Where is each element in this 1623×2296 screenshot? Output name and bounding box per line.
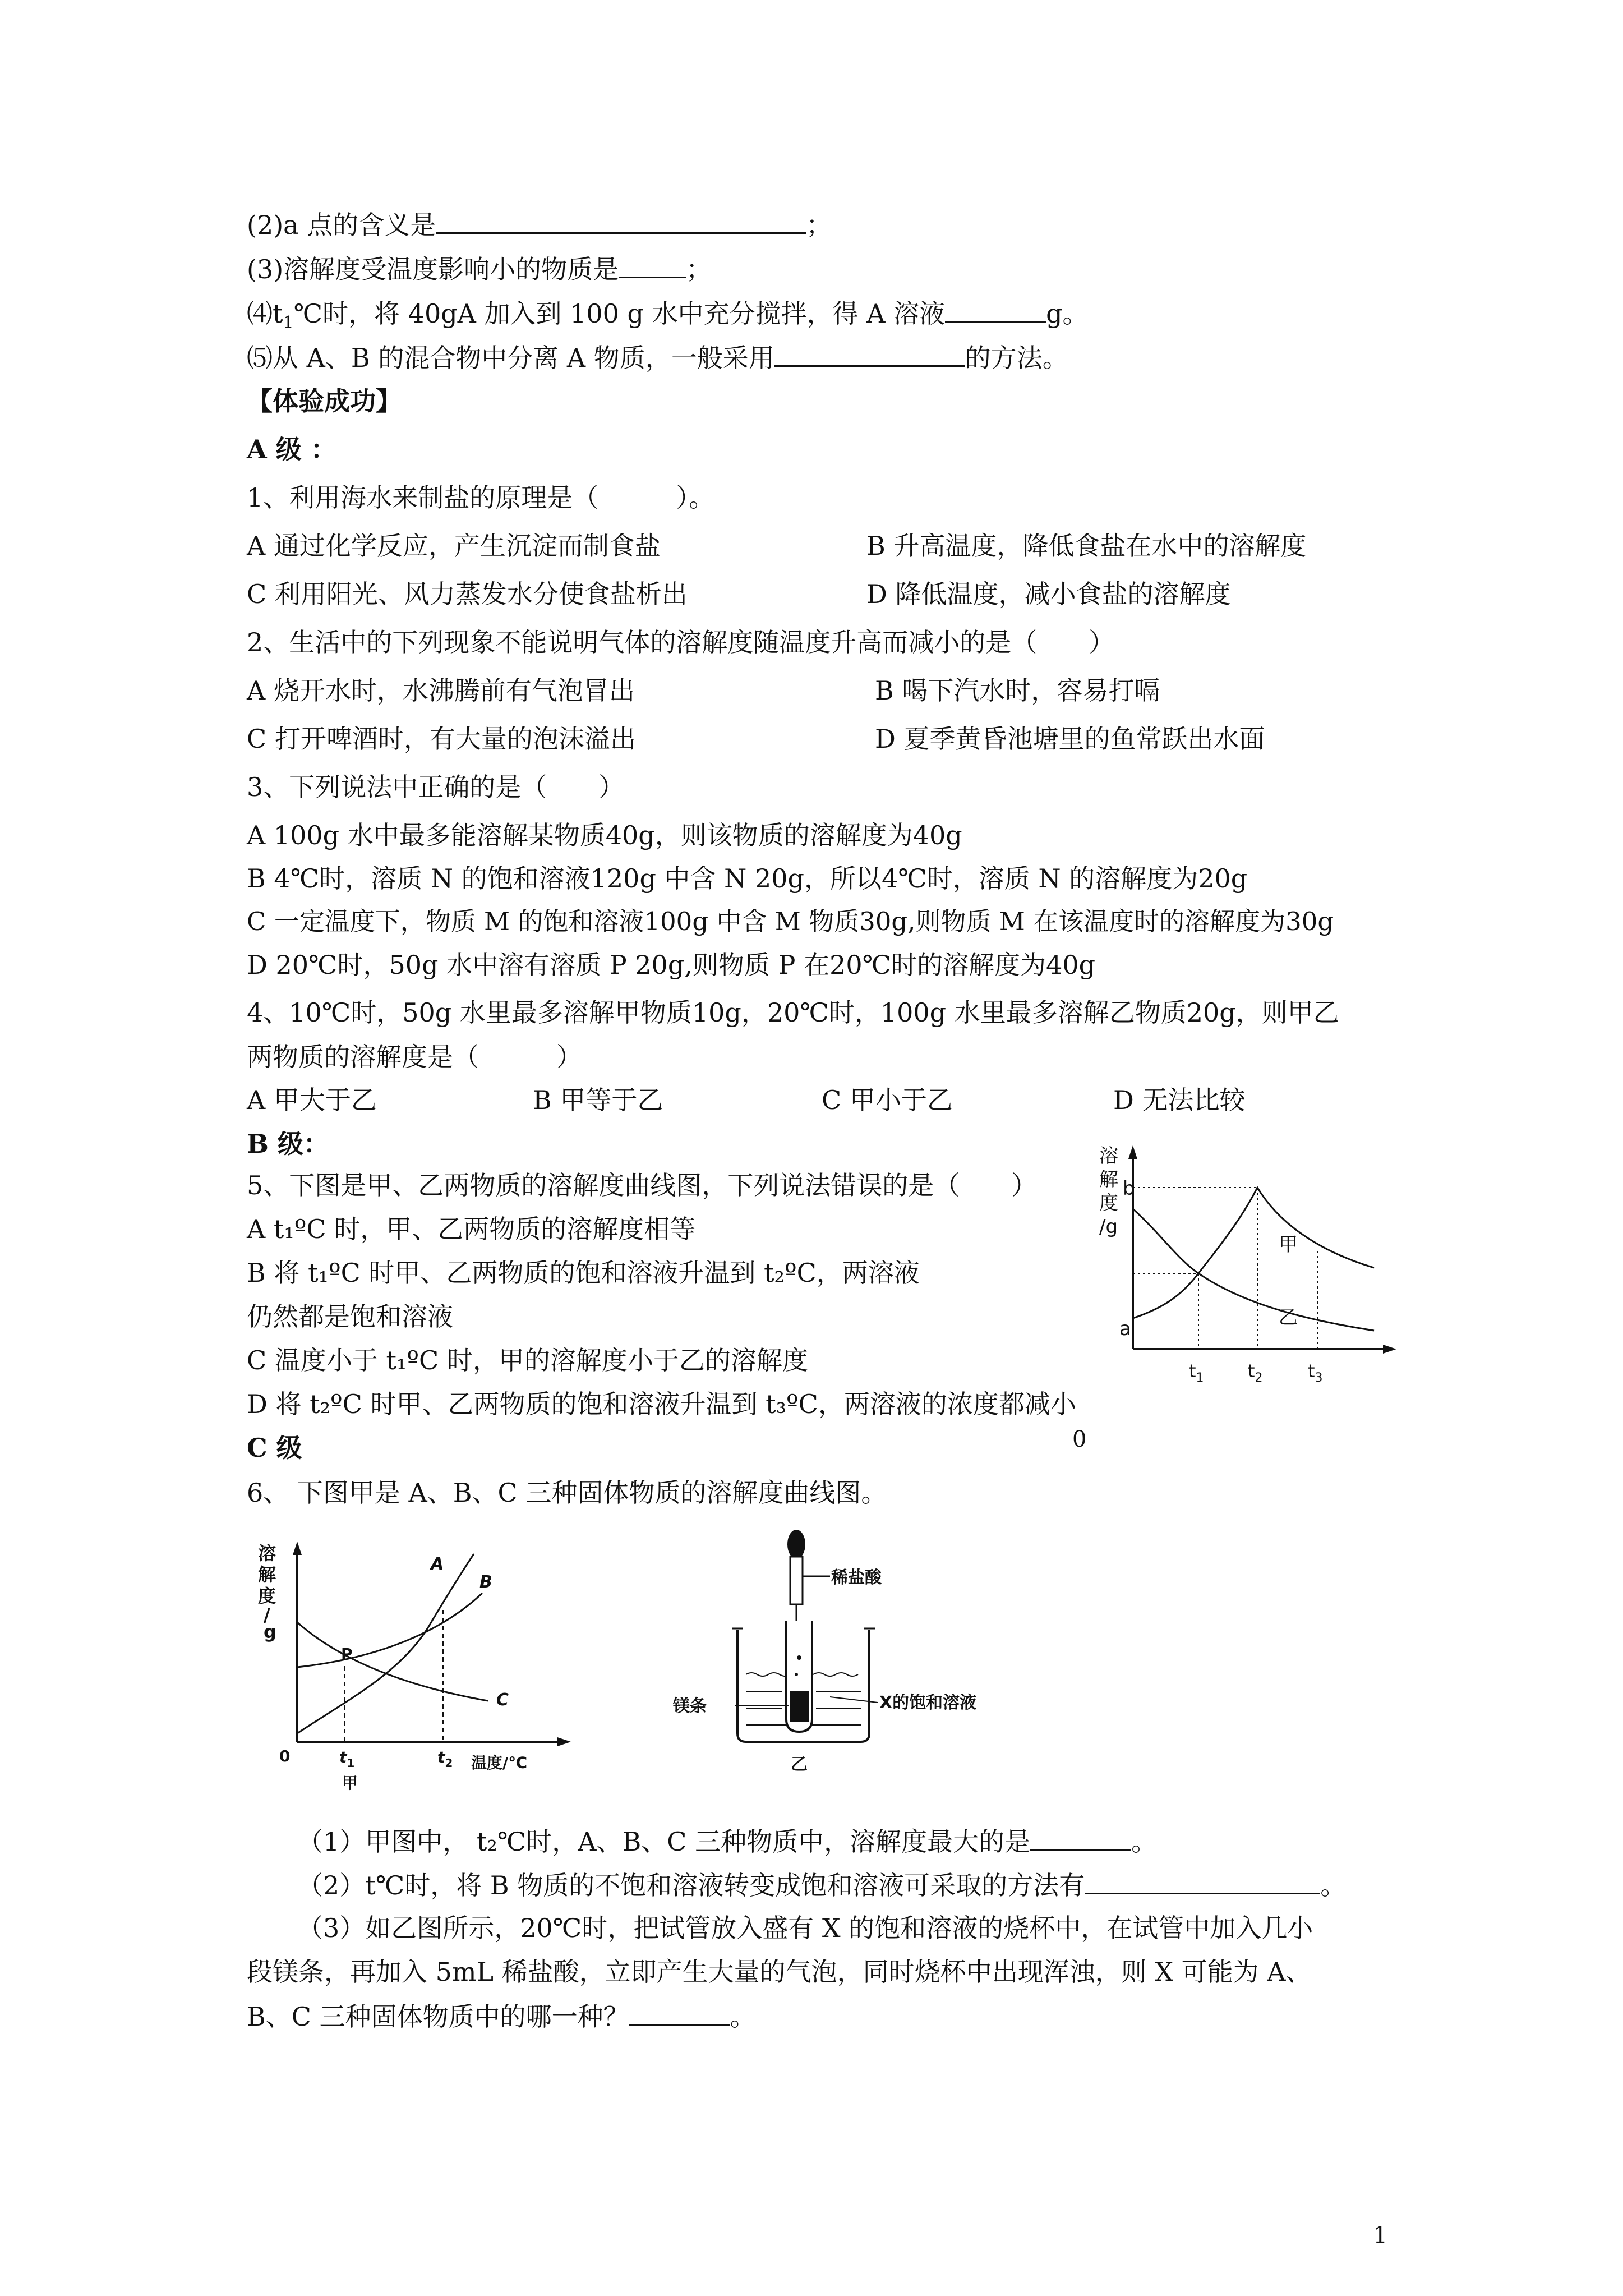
point-p-label: P — [341, 1645, 353, 1663]
answer-blank[interactable] — [436, 206, 806, 234]
question-text: B、C 三种固体物质中的哪一种？ — [247, 2001, 629, 2032]
x-axis-arrow — [1383, 1345, 1396, 1354]
option-b: B 4℃时，溶质 N 的饱和溶液120g 中含 N 20g，所以4℃时，溶质 N 的溶解度为20g — [247, 863, 1248, 894]
question-5: 5、下图是甲、乙两物质的溶解度曲线图，下列说法错误的是（ ） — [247, 1170, 1038, 1200]
curve-jia — [1133, 1188, 1374, 1318]
line-tail: 0 — [1072, 1427, 1087, 1452]
y-label: 解 — [1099, 1168, 1118, 1191]
tick-t3: $t_3$ — [1308, 1360, 1323, 1385]
answer-blank[interactable] — [629, 1998, 730, 2026]
question-6-3-end — [247, 1998, 756, 2034]
question-6: 6、 下图甲是 A、B、C 三种固体物质的溶解度曲线图。 — [247, 1478, 887, 1508]
option-c: C 一定温度下，物质 M 的饱和溶液100g 中含 M 物质30g,则物质 M 在该温度时的溶解度为30g — [247, 907, 1334, 936]
punct: 的方法。 — [965, 343, 1068, 373]
option-d: D 无法比较 — [1113, 1085, 1246, 1115]
question-2-line — [247, 206, 832, 242]
x-axis-arrow — [557, 1737, 571, 1746]
leader-line — [830, 1697, 878, 1703]
question-2: 2、生活中的下列现象不能说明气体的溶解度随温度升高而减小的是（ ） — [247, 627, 1115, 657]
level-b-heading: B 级： — [247, 1129, 329, 1159]
option-a: A 烧开水时，水沸腾前有气泡冒出 — [247, 675, 635, 706]
figure-caption: 甲 — [342, 1774, 358, 1792]
question-6-3: （3）如乙图所示，20℃时，把试管放入盛有 X 的饱和溶液的烧杯中，在试管中加入几小 — [297, 1913, 1313, 1943]
question-3-line — [247, 251, 712, 287]
solution-label: X的饱和溶液 — [879, 1693, 977, 1713]
option-a: A t₁ºC 时，甲、乙两物质的溶解度相等 — [247, 1214, 696, 1244]
question-text: (3)溶解度受温度影响小的物质是 — [247, 254, 619, 284]
y-label: 度 — [258, 1585, 276, 1607]
answer-blank[interactable] — [1030, 1823, 1131, 1851]
punct: 。 — [1131, 1826, 1158, 1857]
question-6-1 — [297, 1823, 1157, 1859]
punct: 。 — [730, 2001, 756, 2032]
curve-jia-label: 甲 — [1279, 1234, 1298, 1256]
dropper-bulb — [787, 1530, 805, 1559]
option-c: C 利用阳光、风力蒸发水分使食盐析出 — [247, 579, 688, 609]
tick-t2: $t_2$ — [437, 1748, 453, 1770]
solubility-chart-q6 — [247, 1537, 594, 1801]
solubility-chart-q5 — [1099, 1139, 1413, 1419]
option-b: B 将 t₁ºC 时甲、乙两物质的饱和溶液升温到 t₂ºC，两溶液 — [247, 1258, 920, 1288]
figure-caption: 乙 — [791, 1755, 808, 1774]
question-text: (2)a 点的含义是 — [247, 210, 436, 240]
y-axis-arrow — [1128, 1145, 1137, 1159]
curve-c-label: C — [496, 1690, 509, 1710]
answer-blank[interactable] — [774, 339, 965, 367]
option-b: B 甲等于乙 — [533, 1085, 663, 1115]
option-d: D 20℃时，50g 水中溶有溶质 P 20g,则物质 P 在20℃时的溶解度为40g — [247, 950, 1096, 980]
question-1: 1、利用海水来制盐的原理是（ ）。 — [247, 482, 715, 513]
punct: 。 — [1320, 1870, 1347, 1901]
section-title: 【体验成功】 — [247, 386, 402, 416]
y-label: 溶 — [1099, 1145, 1118, 1167]
question-6-2 — [297, 1867, 1346, 1903]
punct: ； — [806, 210, 832, 240]
question-text: （1）甲图中， t₂℃时，A、B、C 三种物质中，溶解度最大的是 — [297, 1826, 1031, 1857]
dropper-tube — [790, 1557, 803, 1604]
acid-label: 稀盐酸 — [831, 1568, 882, 1588]
y-label: g — [264, 1621, 276, 1642]
punct: g。 — [1046, 298, 1089, 329]
point-a-label: a — [1119, 1318, 1131, 1340]
question-4-line — [247, 295, 1089, 341]
point-b-label: b — [1123, 1177, 1135, 1200]
curve-c — [297, 1622, 488, 1701]
origin-label: 0 — [279, 1747, 291, 1765]
option-b: B 喝下汽水时，容易打嗝 — [875, 675, 1160, 706]
question-5-line — [247, 339, 1068, 375]
question-4: 4、10℃时，50g 水里最多溶解甲物质10g，20℃时，100g 水里最多溶解乙物质20g，则甲乙 — [247, 997, 1339, 1028]
option-d: D 夏季黄昏池塘里的鱼常跃出水面 — [875, 724, 1265, 754]
tick-t2: $t_2$ — [1248, 1360, 1263, 1385]
y-label: 解 — [258, 1564, 276, 1585]
question-3: 3、下列说法中正确的是（ ） — [247, 772, 625, 802]
punct: ； — [686, 254, 712, 284]
option-d: D 降低温度，减小食盐的溶解度 — [866, 579, 1231, 609]
question-text: （2）t℃时，将 B 物质的不饱和溶液转变成饱和溶液可采取的方法有 — [297, 1870, 1085, 1901]
tick-t1: $t_1$ — [339, 1748, 355, 1770]
curve-yi-label: 乙 — [1279, 1306, 1298, 1329]
option-a: A 100g 水中最多能溶解某物质40g，则该物质的溶解度为40g — [247, 820, 962, 850]
option-c: C 温度小于 t₁ºC 时，甲的溶解度小于乙的溶解度 — [247, 1345, 808, 1375]
answer-blank[interactable] — [619, 251, 686, 278]
y-label: 度 — [1099, 1192, 1118, 1214]
magnesium-strips — [790, 1691, 809, 1722]
bubble — [795, 1673, 798, 1676]
option-c: C 甲小于乙 — [822, 1085, 953, 1115]
option-b-cont: 仍然都是饱和溶液 — [247, 1301, 453, 1332]
option-b: B 升高温度，降低食盐在水中的溶解度 — [866, 531, 1307, 561]
question-text: ⑷t — [247, 298, 283, 329]
question-4-cont: 两物质的溶解度是（ ） — [247, 1042, 582, 1072]
level-c-heading: C 级 — [247, 1433, 302, 1463]
answer-blank[interactable] — [945, 295, 1046, 323]
level-a-heading: A 级 ： — [247, 434, 336, 464]
y-label: 溶 — [258, 1543, 276, 1564]
curve-a-label: A — [431, 1554, 444, 1574]
question-6-3-cont: 段镁条，再加入 5mL 稀盐酸，立即产生大量的气泡，同时烧杯中出现浑浊，则 X 可能为 A、 — [247, 1957, 1312, 1987]
y-label: /g — [1099, 1216, 1118, 1238]
mg-label: 镁条 — [673, 1696, 707, 1716]
option-a: A 通过化学反应，产生沉淀而制食盐 — [247, 531, 661, 561]
tick-t1: $t_1$ — [1189, 1360, 1204, 1385]
option-c: C 打开啤酒时，有大量的泡沫溢出 — [247, 724, 636, 754]
question-text: ℃时，将 40gA 加入到 100 g 水中充分搅拌，得 A 溶液 — [293, 298, 946, 329]
option-d: D 将 t₂ºC 时甲、乙两物质的饱和溶液升温到 t₃ºC，两溶液的浓度都减小 — [247, 1389, 1076, 1419]
y-axis-arrow — [293, 1542, 302, 1555]
x-label: 温度/℃ — [471, 1754, 528, 1772]
subscript: 1 — [283, 313, 294, 333]
y-label: / — [264, 1604, 270, 1626]
page-number: 1 — [1373, 2223, 1387, 2248]
bubble — [797, 1655, 801, 1660]
curve-b-label: B — [479, 1572, 492, 1592]
option-a: A 甲大于乙 — [247, 1085, 377, 1115]
curve-yi — [1133, 1209, 1374, 1331]
beaker-diagram — [662, 1523, 1054, 1792]
curve-a — [297, 1554, 474, 1733]
question-text: ⑸从 A、B 的混合物中分离 A 物质，一般采用 — [247, 343, 774, 373]
curve-b — [297, 1593, 482, 1667]
answer-blank[interactable] — [1085, 1867, 1320, 1894]
